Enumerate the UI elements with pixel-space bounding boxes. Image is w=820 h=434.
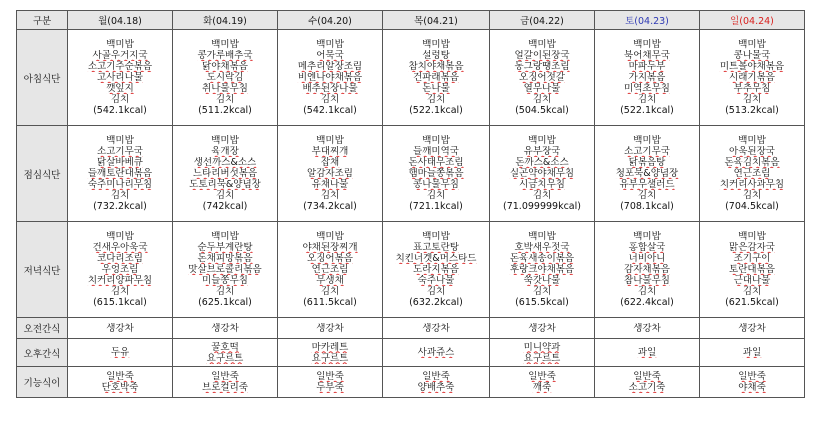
menu-item: 생강차 <box>106 322 134 334</box>
menu-item: 요구르트 <box>206 352 244 364</box>
menu-item: 깨죽 <box>532 382 552 393</box>
menu-cell <box>173 30 278 126</box>
menu-item: 얼갈이된장국 <box>514 50 570 61</box>
menu-item: 일반죽 <box>528 371 556 382</box>
menu-item: (522.1kcal) <box>409 105 463 116</box>
menu-item: 오징어볶음 <box>307 253 353 264</box>
menu-item: 돈육새송이볶음 <box>509 253 575 264</box>
menu-item: 마파두부 <box>628 61 666 72</box>
header-row <box>17 11 805 30</box>
row-label: 기능식이 <box>17 367 68 398</box>
menu-item: (511.2kcal) <box>198 105 252 116</box>
menu-item: 생강차 <box>633 322 661 334</box>
menu-cell <box>700 126 805 222</box>
menu-item: 김치 <box>110 286 130 297</box>
menu-cell <box>700 339 805 367</box>
menu-item: 부대찌개 <box>311 146 349 157</box>
menu-cell <box>173 222 278 318</box>
menu-item: 고사리나물 <box>97 72 143 83</box>
menu-item: 김치 <box>637 94 657 105</box>
menu-item: 김치 <box>532 190 552 201</box>
menu-item: (708.1kcal) <box>620 201 674 212</box>
menu-item: 과일 <box>742 347 762 358</box>
menu-item: 백미밥 <box>633 135 661 146</box>
menu-item: 두유 <box>110 347 130 358</box>
menu-item: 김치 <box>426 190 446 201</box>
meal-row <box>17 367 805 398</box>
menu-item: 청포묵&양념장 <box>615 168 679 179</box>
menu-cell <box>173 367 278 398</box>
menu-item: 생강차 <box>738 322 766 334</box>
menu-item: 열무나물 <box>523 83 561 94</box>
menu-item: 비엔나야채볶음 <box>297 72 363 83</box>
menu-cell <box>595 126 700 222</box>
menu-item: 일반죽 <box>106 371 134 382</box>
row-label: 아침식단 <box>17 30 68 126</box>
menu-item: (704.5kcal) <box>725 201 779 212</box>
meal-row <box>17 222 805 318</box>
menu-cell <box>278 318 383 339</box>
menu-item: 생강차 <box>422 322 450 334</box>
menu-item: 메추리알장조림 <box>297 61 363 72</box>
menu-item: 닭볶음탕 <box>628 157 666 168</box>
weekly-meal-table <box>16 10 805 398</box>
menu-item: 사과쥬스 <box>417 347 455 358</box>
menu-item: 잡채 <box>320 157 340 168</box>
menu-item: 백미밥 <box>528 231 556 242</box>
menu-item: (504.5kcal) <box>515 105 569 116</box>
menu-item: 김치 <box>110 190 130 201</box>
menu-cell <box>383 318 490 339</box>
day-header: 월(04.18) <box>68 11 173 30</box>
menu-item: 브로컬리죽 <box>202 382 248 393</box>
row-label: 오전간식 <box>17 318 68 339</box>
menu-item: 콩나물무침 <box>413 179 459 190</box>
menu-item: 생강차 <box>528 322 556 334</box>
menu-item: 생강차 <box>316 322 344 334</box>
menu-item: 미니약과 <box>523 341 561 353</box>
menu-cell <box>490 367 595 398</box>
menu-item: 생강차 <box>211 322 239 334</box>
menu-item: 도라지볶음 <box>413 264 459 275</box>
menu-item: 건파래볶음 <box>413 72 459 83</box>
menu-item: 콩가루배추국 <box>197 50 253 61</box>
menu-item: 호박새우젓국 <box>514 242 570 253</box>
menu-item: 참나물무침 <box>624 275 670 286</box>
menu-item: 콩나물국 <box>733 50 771 61</box>
menu-cell <box>383 367 490 398</box>
menu-item: 홍합살국 <box>628 242 666 253</box>
menu-item: 백미밥 <box>106 135 134 146</box>
menu-cell <box>490 339 595 367</box>
menu-item: 무생채 <box>316 275 344 286</box>
menu-cell <box>278 30 383 126</box>
category-header: 구분 <box>17 11 68 30</box>
menu-cell <box>383 339 490 367</box>
menu-item: 백미밥 <box>528 135 556 146</box>
menu-cell <box>700 30 805 126</box>
day-header: 수(04.20) <box>278 11 383 30</box>
menu-item: (734.2kcal) <box>303 201 357 212</box>
menu-item: 일반죽 <box>211 371 239 382</box>
menu-item: 야채죽 <box>738 382 766 393</box>
menu-item: 백미밥 <box>633 39 661 50</box>
menu-item: 백미밥 <box>738 39 766 50</box>
menu-cell <box>68 367 173 398</box>
menu-cell <box>383 30 490 126</box>
day-header: 목(04.21) <box>383 11 490 30</box>
menu-cell <box>383 126 490 222</box>
menu-item: 맑은감자국 <box>729 242 775 253</box>
menu-item: (621.5kcal) <box>725 297 779 308</box>
menu-item: 설렁탕 <box>422 50 450 61</box>
menu-item: 미역초무침 <box>624 83 670 94</box>
menu-item: 백미밥 <box>422 135 450 146</box>
menu-cell <box>490 126 595 222</box>
menu-item: 김치 <box>215 286 235 297</box>
menu-item: 생선까스&소스 <box>193 157 257 168</box>
menu-item: 김치 <box>426 94 446 105</box>
menu-cell <box>68 126 173 222</box>
menu-item: 닭살바베큐 <box>97 157 143 168</box>
menu-item: 실곤약야채무침 <box>509 168 575 179</box>
menu-item: 감자채볶음 <box>624 264 670 275</box>
menu-item: 느타리버섯볶음 <box>192 168 258 179</box>
menu-cell <box>490 30 595 126</box>
day-header: 토(04.23) <box>595 11 700 30</box>
menu-item: 유부장국 <box>523 146 561 157</box>
menu-cell <box>278 126 383 222</box>
menu-item: 백미밥 <box>738 231 766 242</box>
menu-item: 백미밥 <box>106 231 134 242</box>
menu-item: (542.1kcal) <box>303 105 357 116</box>
row-label: 오후간식 <box>17 339 68 367</box>
menu-item: 코다리조림 <box>97 253 143 264</box>
menu-cell <box>490 318 595 339</box>
menu-item: 미늘쫑무침 <box>202 275 248 286</box>
day-header: 일(04.24) <box>700 11 805 30</box>
menu-item: 시금치무침 <box>519 179 565 190</box>
menu-item: 너비아니 <box>628 253 666 264</box>
menu-cell <box>68 222 173 318</box>
menu-item: 닭야채볶음 <box>202 61 248 72</box>
menu-item: 백미밥 <box>422 231 450 242</box>
menu-cell <box>383 222 490 318</box>
menu-item: 유부무샐러드 <box>619 179 675 190</box>
menu-item: 일반죽 <box>422 371 450 382</box>
menu-item: 김치 <box>110 94 130 105</box>
menu-item: 백미밥 <box>211 135 239 146</box>
menu-item: 소고기주순볶음 <box>87 61 153 72</box>
menu-cell <box>700 222 805 318</box>
menu-item: 순두부계란탕 <box>197 242 253 253</box>
menu-item: 알감자조림 <box>307 168 353 179</box>
menu-item: 김치 <box>742 94 762 105</box>
meal-row <box>17 126 805 222</box>
menu-item: 연근조림 <box>733 168 771 179</box>
menu-item: 백미밥 <box>211 231 239 242</box>
menu-item: 백미밥 <box>528 39 556 50</box>
menu-item: 연근조림 <box>311 264 349 275</box>
menu-item: 백미밥 <box>316 135 344 146</box>
menu-item: 김치 <box>742 190 762 201</box>
menu-item: 부추무침 <box>733 83 771 94</box>
menu-item: 소고기무국 <box>97 146 143 157</box>
menu-item: 토란대볶음 <box>729 264 775 275</box>
menu-item: 참치야채볶음 <box>408 61 464 72</box>
menu-cell <box>68 318 173 339</box>
menu-item: (522.1kcal) <box>620 105 674 116</box>
menu-item: (622.4kcal) <box>620 297 674 308</box>
menu-item: 깻잎지 <box>106 83 134 94</box>
menu-item: 도토리묵&양념장 <box>189 179 261 190</box>
menu-item: (732.2kcal) <box>93 201 147 212</box>
menu-item: 숙주나물 <box>417 275 455 286</box>
menu-item: 쑥갓나물 <box>523 275 561 286</box>
menu-item: 소고기무국 <box>624 146 670 157</box>
meal-row <box>17 339 805 367</box>
menu-item: 돈나물 <box>422 83 450 94</box>
menu-cell <box>595 30 700 126</box>
row-label: 점심식단 <box>17 126 68 222</box>
menu-cell <box>595 318 700 339</box>
menu-item: 백미밥 <box>106 39 134 50</box>
menu-item: 사골우거지국 <box>92 50 148 61</box>
menu-item: 후랑크야채볶음 <box>509 264 575 275</box>
menu-item: 요구르트 <box>523 352 561 364</box>
menu-item: (513.2kcal) <box>725 105 779 116</box>
menu-item: 취나물무침 <box>202 83 248 94</box>
menu-item: 백미밥 <box>633 231 661 242</box>
menu-item: 오징어젓갈 <box>519 72 565 83</box>
menu-item: 김치 <box>532 286 552 297</box>
menu-item: 두부죽 <box>316 382 344 393</box>
menu-item: (742kcal) <box>202 201 248 212</box>
menu-item: 백미밥 <box>211 39 239 50</box>
menu-item: (611.5kcal) <box>303 297 357 308</box>
menu-item: 김치 <box>215 94 235 105</box>
menu-item: 근대나물 <box>733 275 771 286</box>
menu-item: (721.1kcal) <box>409 201 463 212</box>
menu-item: 김치 <box>742 286 762 297</box>
menu-item: (71.099999kcal) <box>503 201 581 212</box>
menu-item: 돈육김치볶음 <box>724 157 780 168</box>
menu-item: 맛살브로콜리볶음 <box>188 264 262 275</box>
menu-cell <box>68 30 173 126</box>
menu-cell <box>278 222 383 318</box>
menu-item: 일반죽 <box>738 371 766 382</box>
menu-item: 배추된장나물 <box>302 83 358 94</box>
menu-item: 마카레트 <box>311 341 349 353</box>
menu-item: 일반죽 <box>316 371 344 382</box>
menu-item: 양배추죽 <box>417 382 455 393</box>
menu-item: 들깨토란대볶음 <box>87 168 153 179</box>
menu-item: 백미밥 <box>316 231 344 242</box>
menu-cell <box>278 367 383 398</box>
menu-item: 건새우아욱국 <box>92 242 148 253</box>
menu-item: 햄마늘쫑볶음 <box>408 168 464 179</box>
menu-item: 김치 <box>320 286 340 297</box>
menu-cell <box>173 318 278 339</box>
menu-cell <box>490 222 595 318</box>
menu-item: 유채나물 <box>311 179 349 190</box>
menu-item: (615.5kcal) <box>515 297 569 308</box>
menu-item: 숙주미나리무침 <box>87 179 153 190</box>
menu-item: 일반죽 <box>633 371 661 382</box>
menu-item: 돈사태무조림 <box>408 157 464 168</box>
menu-item: 우엉조림 <box>101 264 139 275</box>
menu-item: 백미밥 <box>316 39 344 50</box>
meal-row <box>17 30 805 126</box>
menu-item: 동그랑땡조림 <box>514 61 570 72</box>
menu-cell <box>173 339 278 367</box>
day-header: 금(04.22) <box>490 11 595 30</box>
menu-item: 가지볶음 <box>628 72 666 83</box>
menu-item: (625.1kcal) <box>198 297 252 308</box>
menu-item: 표고토란탕 <box>413 242 459 253</box>
menu-item: 김치 <box>637 190 657 201</box>
menu-cell <box>173 126 278 222</box>
menu-item: (542.1kcal) <box>93 105 147 116</box>
menu-item: 김치 <box>426 286 446 297</box>
menu-cell <box>700 367 805 398</box>
menu-item: 조기구이 <box>733 253 771 264</box>
menu-cell <box>700 318 805 339</box>
menu-item: 야채된장찌개 <box>302 242 358 253</box>
menu-item: 북어채무국 <box>624 50 670 61</box>
menu-item: 김치 <box>215 190 235 201</box>
menu-item: 아욱된장국 <box>729 146 775 157</box>
menu-cell <box>595 222 700 318</box>
menu-cell <box>68 339 173 367</box>
menu-item: (615.1kcal) <box>93 297 147 308</box>
menu-item: 어묵국 <box>316 50 344 61</box>
menu-cell <box>595 367 700 398</box>
meal-row <box>17 318 805 339</box>
menu-item: 백미밥 <box>738 135 766 146</box>
menu-item: 육개장 <box>211 146 239 157</box>
menu-cell <box>595 339 700 367</box>
menu-item: (632.2kcal) <box>409 297 463 308</box>
day-header: 화(04.19) <box>173 11 278 30</box>
menu-item: 백미밥 <box>422 39 450 50</box>
menu-item: 돈까스&소스 <box>515 157 569 168</box>
menu-item: 치커리양파무침 <box>87 275 153 286</box>
menu-item: 돈채피망볶음 <box>197 253 253 264</box>
menu-item: 김치 <box>637 286 657 297</box>
menu-item: 시래기볶음 <box>729 72 775 83</box>
menu-item: 김치 <box>320 190 340 201</box>
menu-item: 요구르트 <box>311 352 349 364</box>
menu-item: 김치 <box>320 94 340 105</box>
menu-item: 도시락김 <box>206 72 244 83</box>
menu-item: 치커리사과무침 <box>719 179 785 190</box>
menu-cell <box>278 339 383 367</box>
menu-item: 김치 <box>532 94 552 105</box>
menu-item: 미트볼야채볶음 <box>719 61 785 72</box>
menu-item: 과일 <box>637 347 657 358</box>
menu-item: 치킨너겟&머스타드 <box>395 253 477 264</box>
menu-item: 꿀호떡 <box>211 341 239 353</box>
menu-item: 단호박죽 <box>101 382 139 393</box>
row-label: 저녁식단 <box>17 222 68 318</box>
menu-body <box>17 30 805 398</box>
menu-item: 들깨미역국 <box>413 146 459 157</box>
menu-item: 소고기죽 <box>628 382 666 393</box>
